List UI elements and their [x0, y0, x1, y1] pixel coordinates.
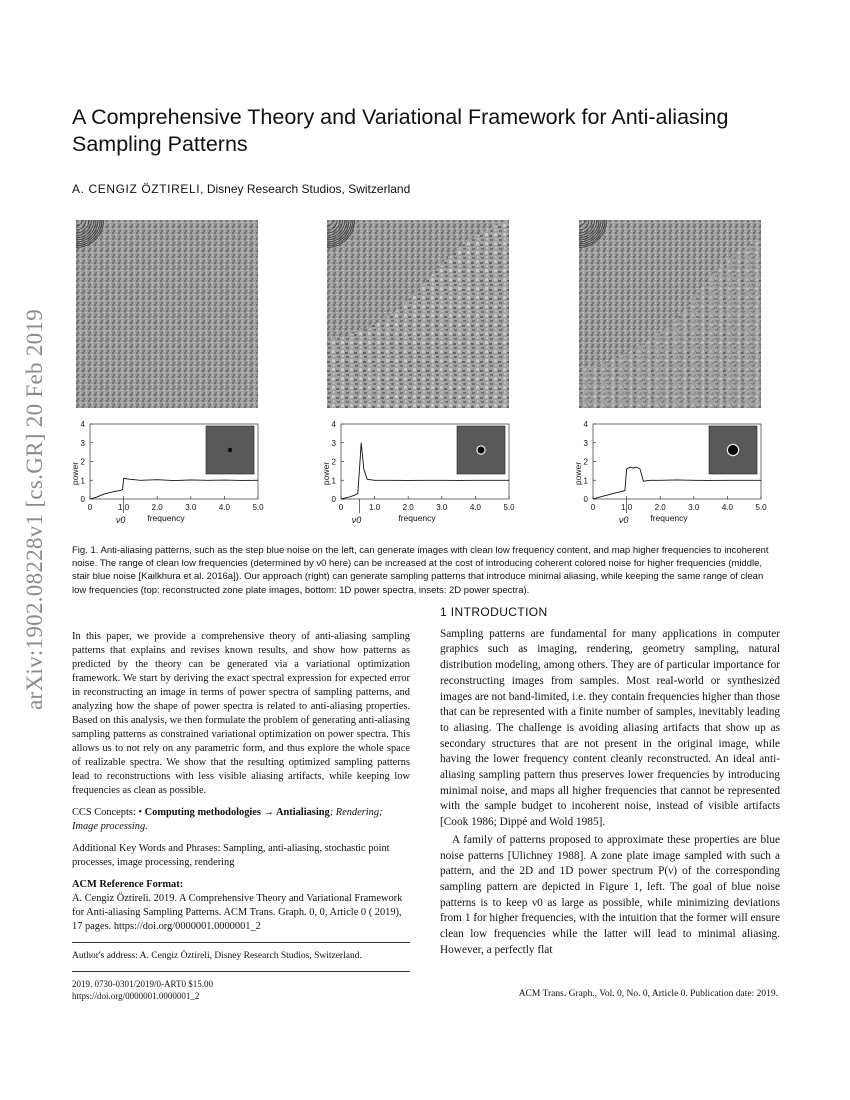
y-tick-label: 1 [331, 476, 336, 486]
power-spectrum-plot-stair [317, 414, 517, 530]
y-tick-label: 4 [80, 420, 85, 429]
left-column [72, 630, 410, 1002]
y-axis-label: power [573, 461, 583, 486]
nu0-label: ν0 [618, 515, 629, 525]
abstract: In this paper, we provide a comprehensive theory of anti-aliasing sampling patterns that explains and revises known results, and show how patterns as predicted by the theory can be generated via a variational optimization framework. We start by deriving the exact spectral expression for expected error in reconstructing an image in terms of power spectra of sampling patterns, and analyzing how the shape of power spectra is related to anti-aliasing properties. Based on this analysis, we then formulate the problem of generating anti-aliasing sampling patterns as constrained variational optimization on power spectra. This allows us to not rely on any parametric form, and thus explore the whole space of realizable spectra. We show that the resulting optimized sampling patterns lead to reconstructions with less visible aliasing artifacts, while keeping low frequencies as clean as possible. [72, 631, 410, 796]
footnote-rule [72, 942, 410, 943]
inset-dc-dot [478, 447, 485, 454]
y-tick-label: 4 [583, 420, 588, 429]
y-tick-label: 2 [80, 457, 85, 467]
author-line [72, 182, 410, 196]
y-tick-label: 3 [583, 438, 588, 448]
x-axis-label: frequency [147, 513, 185, 523]
y-tick-label: 0 [583, 495, 588, 504]
plot-svg [317, 414, 517, 530]
x-tick-label: 5.0 [252, 503, 264, 512]
y-tick-label: 3 [80, 438, 85, 448]
x-tick-label: 0 [590, 503, 596, 512]
keywords: Additional Key Words and Phrases: Sampling, anti-aliasing, stochastic point processes, image processing, rendering [72, 843, 390, 868]
x-axis-label: frequency [650, 513, 688, 523]
y-axis-label: power [70, 461, 80, 486]
nu0-label: ν0 [115, 515, 126, 525]
zone-plate-image-ours [579, 220, 761, 408]
acm-reference-text: A. Cengiz Öztireli. 2019. A Comprehensive Theory and Variational Framework for Anti-aliasing Sampling Patterns. ACM Trans. Graph. 0, 0, Article 0 ( 2019), 17 pages. https://doi.org/0000001.0000001_2 [72, 893, 403, 932]
arxiv-identifier: arXiv:1902.08228v1 [cs.GR] 20 Feb 2019 [22, 308, 47, 710]
plot-svg [569, 414, 769, 530]
y-tick-label: 0 [80, 495, 85, 504]
acm-reference-heading-text: ACM Reference Format: [72, 879, 184, 890]
zone-plate-image-stair [327, 220, 509, 408]
x-tick-label: 0 [87, 503, 93, 512]
y-tick-label: 1 [583, 476, 588, 486]
x-tick-label: 4.0 [469, 503, 481, 512]
paper-title: A Comprehensive Theory and Variational Framework for Anti-aliasing Sampling Patterns [72, 105, 729, 156]
x-tick-label: 4.0 [218, 503, 230, 512]
y-tick-label: 1 [80, 476, 85, 486]
y-tick-label: 4 [331, 420, 336, 429]
ccs-prefix: CCS Concepts: • [72, 807, 145, 818]
ccs-rest: ; Rendering; Image processing. [72, 807, 383, 832]
plot-svg [66, 414, 266, 530]
intro-paragraph-2: A family of patterns proposed to approximate these properties are blue noise patterns [Ulichney 1988]. A zone plate image sampled with such a pattern, and the 2D and 1D power spectrum P(ν) of the corresponding sampling pattern are depicted in Figure 1, left. The goal of blue noise patterns is to keep ν0 as large as possible, while minimizing deviations from 1 for higher frequencies, with the intuition that the former will ensure clean low frequencies while the latter will lead to minimal aliasing. However, a perfectly flat [440, 833, 780, 956]
ccs-bold: Computing methodologies → Antialiasing [144, 807, 330, 818]
copyright-block [72, 978, 410, 1002]
y-axis-label: power [321, 461, 331, 486]
x-tick-label: 2.0 [151, 503, 163, 512]
x-tick-label: 0 [338, 503, 344, 512]
x-tick-label: 5.0 [503, 503, 515, 512]
x-tick-label: 3.0 [185, 503, 197, 512]
power-spectrum-plot-step [66, 414, 266, 530]
acm-reference-heading [72, 878, 410, 892]
inset-dc-dot [228, 448, 232, 452]
author-address: Author's address: A. Cengiz Öztireli, Disney Research Studios, Switzerland. [72, 951, 362, 961]
page-footer: ACM Trans. Graph., Vol. 0, No. 0, Article 0. Publication date: 2019. [518, 989, 778, 999]
arxiv-side-label-region [0, 0, 60, 1100]
x-tick-label: 4.0 [721, 503, 733, 512]
section-heading-introduction: 1 INTRODUCTION [440, 605, 548, 619]
x-axis-label: frequency [398, 513, 436, 523]
y-tick-label: 2 [331, 457, 336, 467]
copyright-line-1: 2019. 0730-0301/2019/0-ART0 $15.00 [72, 979, 213, 989]
y-tick-label: 3 [331, 438, 336, 448]
x-tick-label: 2.0 [654, 503, 666, 512]
x-tick-label: 1.0 [369, 503, 381, 512]
spectrum-curve [90, 478, 258, 499]
zone-plate-image-step [76, 220, 258, 408]
x-tick-label: 2.0 [402, 503, 414, 512]
author-affiliation: , Disney Research Studios, Switzerland [200, 182, 411, 196]
x-tick-label: 1.0 [621, 503, 633, 512]
right-column [440, 605, 780, 966]
ccs-concepts [72, 806, 410, 834]
x-tick-label: 3.0 [688, 503, 700, 512]
copyright-line-2: https://doi.org/0000001.0000001_2 [72, 991, 200, 1001]
x-tick-label: 3.0 [436, 503, 448, 512]
author-name: A. CENGIZ ÖZTIRELI [72, 182, 201, 196]
y-tick-label: 0 [331, 495, 336, 504]
x-tick-label: 1.0 [118, 503, 130, 512]
intro-paragraph-1: Sampling patterns are fundamental for many applications in computer graphics such as imaging, rendering, geometry sampling, natural distribution modeling, among others. They are of particular importance for reconstructing images from samples. Most real-world or synthesized images are not band-limited, i.e. they contain frequencies higher than those that can be represented with a finite number of samples, inevitably leading to aliasing. The challenge is avoiding aliasing artifacts that show up as secondary structures that are not present in the original image, while having the lower frequency content cleanly reconstructed. An ideal anti-aliasing sampling pattern thus preserves lower frequencies by introducing minimal noise, and maps all higher frequencies that cannot be represented with the sample budget to incoherent noise, instead of visible artifacts [Cook 1986; Dippé and Wold 1985]. [440, 627, 780, 829]
power-spectrum-plot-ours [569, 414, 769, 530]
copyright-rule [72, 971, 410, 972]
figure-caption: Fig. 1. Anti-aliasing patterns, such as the step blue noise on the left, can generate images with clean low frequency content, and map higher frequencies to incoherent noise. The range of clean low frequencies (determined by ν0 here) can be increased at the cost of introducing coherent colored noise for higher frequencies (middle, stair blue noise [Kailkhura et al. 2016a]). Our approach (right) can generate sampling patterns that introduce minimal aliasing, while keeping the same range of clean low frequencies (top: reconstructed zone plate images, bottom: 1D power spectra, insets: 2D power spectra). [72, 545, 769, 596]
x-tick-label: 5.0 [755, 503, 767, 512]
y-tick-label: 2 [583, 457, 588, 467]
inset-dc-dot [728, 445, 738, 455]
nu0-label: ν0 [351, 515, 362, 525]
